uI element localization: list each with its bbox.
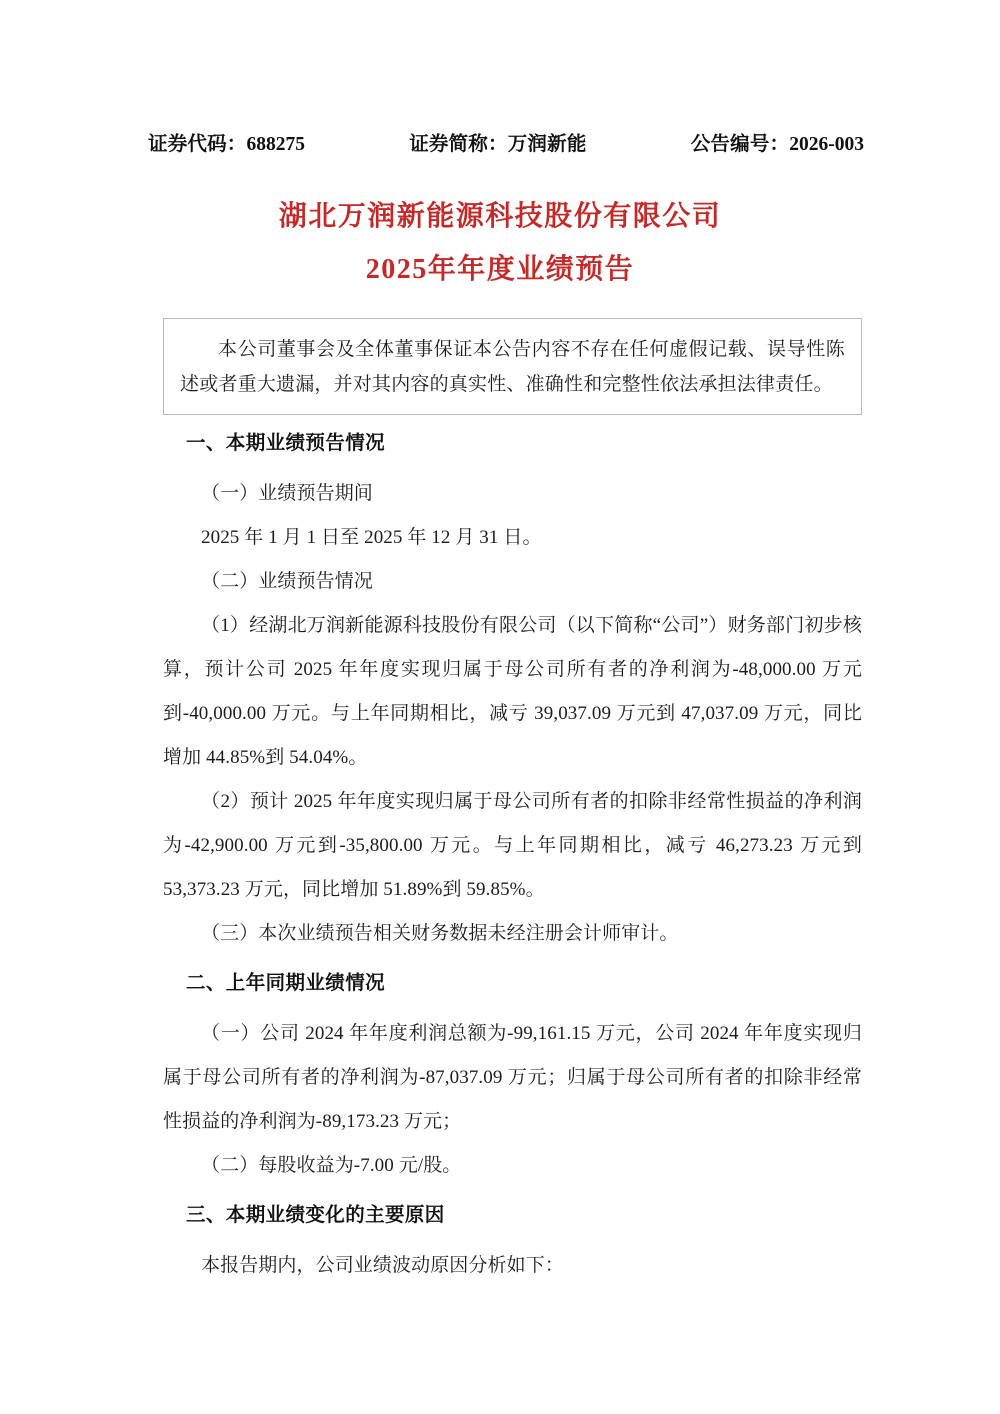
section-1-paragraph-2: 2025 年 1 月 1 日至 2025 年 12 月 31 日。 [201,527,542,548]
spacer [163,464,862,472]
page-title-line-2: 2025年年度业绩预告 [365,254,635,285]
section-heading-2: 二、上年同期业绩情况 [186,973,386,994]
page-title [0,190,1000,296]
section-1-paragraph-6: （三）本次业绩预告相关财务数据未经注册会计师审计。 [201,923,679,944]
security-code-label: 证券代码： [148,134,247,155]
spacer [163,1004,862,1012]
announcement-number [691,128,864,156]
section-heading-3: 三、本期业绩变化的主要原因 [186,1205,445,1226]
security-name-label: 证券简称： [409,134,508,155]
section-heading-1: 一、本期业绩预告情况 [186,433,386,454]
disclaimer-box [163,318,862,415]
section-2-paragraph-1: （一）公司 2024 年年度利润总额为-99,161.15 万元，公司 2024 年年度实现归属于母公司所有者的净利润为-87,037.09 万元；归属于母公司所有者的扣除非经常性损益的净利润为-89,173.23 万元； [163,1023,862,1132]
security-code-value: 688275 [246,134,306,155]
document-body [163,424,862,1288]
security-name [409,128,586,156]
section-1-paragraph-1: （一）业绩预告期间 [201,483,373,504]
document-header [148,128,864,156]
spacer [163,956,862,964]
spacer [163,1188,862,1196]
page-title-line-1: 湖北万润新能源科技股份有限公司 [278,201,722,232]
section-1-paragraph-5: （2）预计 2025 年年度实现归属于母公司所有者的扣除非经常性损益的净利润为-42,900.00 万元到-35,800.00 万元。与上年同期相比，减亏 46,273.23 万元到 53,373.23 万元，同比增加 51.89%到 59.85%。 [163,791,862,900]
announcement-number-value: 2026-003 [789,134,864,155]
spacer [163,1236,862,1244]
section-1-paragraph-3: （二）业绩预告情况 [201,571,373,592]
section-1-paragraph-4: （1）经湖北万润新能源科技股份有限公司（以下简称“公司”）财务部门初步核算，预计公司 2025 年年度实现归属于母公司所有者的净利润为-48,000.00 万元到-40,000.00 万元。与上年同期相比，减亏 39,037.09 万元到 47,037.09 万元，同比增加 44.85%到 54.04%。 [163,615,862,768]
security-code [148,128,305,156]
section-3-paragraph-1: 本报告期内，公司业绩波动原因分析如下： [201,1255,564,1276]
announcement-number-label: 公告编号： [690,134,790,155]
disclaimer-text: 本公司董事会及全体董事保证本公告内容不存在任何虚假记载、误导性陈述或者重大遗漏，并对其内容的真实性、准确性和完整性依法承担法律责任。 [180,339,845,395]
section-2-paragraph-2: （二）每股收益为-7.00 元/股。 [201,1155,462,1176]
security-name-value: 万润新能 [507,134,587,155]
